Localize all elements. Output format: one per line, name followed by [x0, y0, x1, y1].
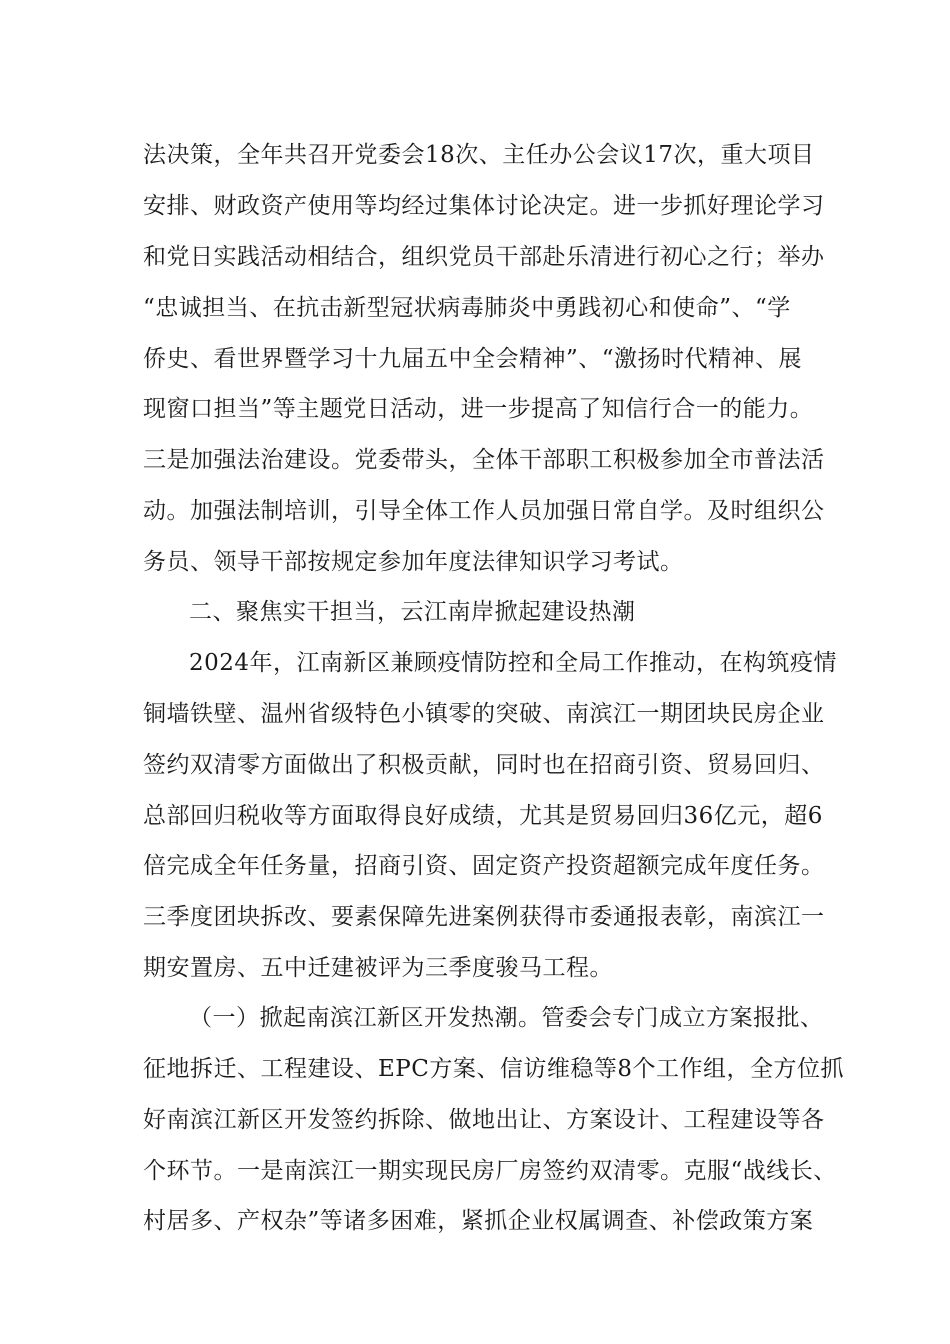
body-text-line: 务员、领导干部按规定参加年度法律知识学习考试。	[143, 549, 684, 575]
body-text-line: 村居多、产权杂”等诸多困难，紧抓企业权属调查、补偿政策方案	[143, 1208, 814, 1234]
body-text-line: 总部回归税收等方面取得良好成绩，尤其是贸易回归36亿元，超6	[143, 803, 823, 829]
body-text-line: 三是加强法治建设。党委带头，全体干部职工积极参加全市普法活	[143, 447, 825, 473]
body-text-line: 倍完成全年任务量，招商引资、固定资产投资超额完成年度任务。	[143, 853, 825, 879]
body-text-line: 动。加强法制培训，引导全体工作人员加强日常自学。及时组织公	[143, 498, 825, 524]
body-text-line: 铜墙铁壁、温州省级特色小镇零的突破、南滨江一期团块民房企业	[143, 701, 825, 727]
body-text-line: 和党日实践活动相结合，组织党员干部赴乐清进行初心之行；举办	[143, 244, 825, 270]
body-text-line: 征地拆迁、工程建设、EPC方案、信访维稳等8个工作组，全方位抓	[143, 1056, 844, 1082]
section-heading: 二、聚焦实干担当，云江南岸掀起建设热潮	[189, 599, 636, 625]
body-text-line: 期安置房、五中迁建被评为三季度骏马工程。	[143, 955, 613, 981]
body-text-line: 法决策，全年共召开党委会18次、主任办公会议17次，重大项目	[143, 142, 815, 168]
body-text-line: 侨史、看世界暨学习十九届五中全会精神”、“激扬时代精神、展	[143, 346, 803, 372]
body-text-line: “忠诚担当、在抗击新型冠状病毒肺炎中勇践初心和使命”、“学	[143, 295, 791, 321]
body-text-line: （一）掀起南滨江新区开发热潮。管委会专门成立方案报批、	[189, 1005, 824, 1031]
body-text-line: 三季度团块拆改、要素保障先进案例获得市委通报表彰，南滨江一	[143, 904, 825, 930]
body-text-line: 2024年，江南新区兼顾疫情防控和全局工作推动，在构筑疫情	[189, 650, 838, 676]
body-text-line: 个环节。一是南滨江一期实现民房厂房签约双清零。克服“战线长、	[143, 1158, 837, 1184]
body-text-line: 现窗口担当”等主题党日活动，进一步提高了知信行合一的能力。	[143, 396, 814, 422]
body-text-line: 签约双清零方面做出了积极贡献，同时也在招商引资、贸易回归、	[143, 752, 825, 778]
body-text-line: 好南滨江新区开发签约拆除、做地出让、方案设计、工程建设等各	[143, 1107, 825, 1133]
body-text-line: 安排、财政资产使用等均经过集体讨论决定。进一步抓好理论学习	[143, 193, 825, 219]
